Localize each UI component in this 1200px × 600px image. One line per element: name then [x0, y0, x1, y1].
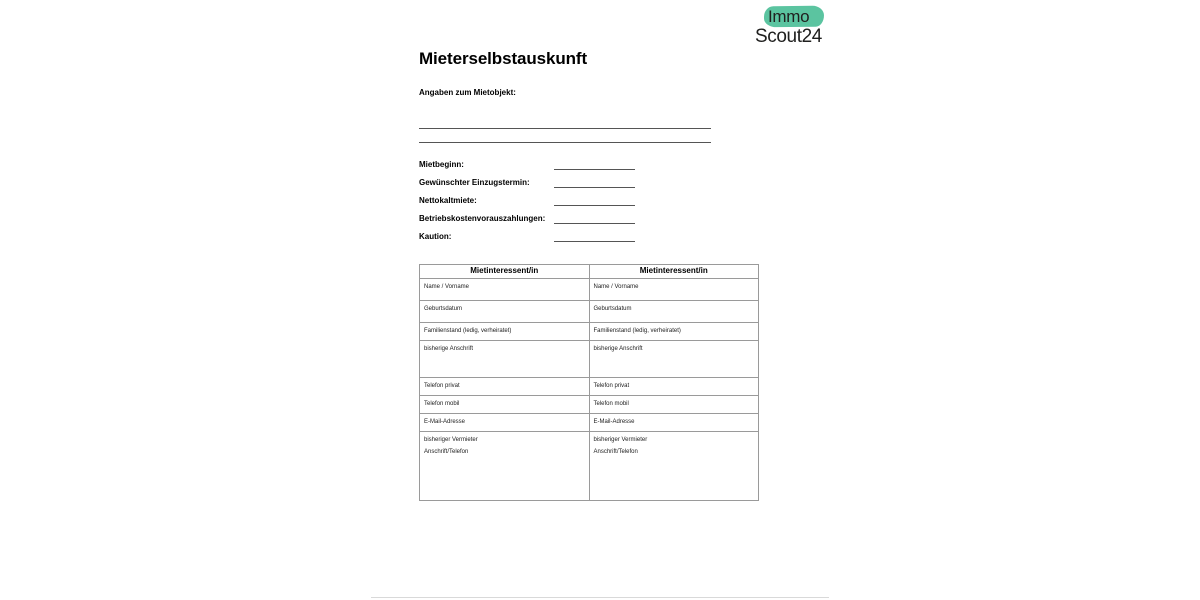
- table-header-row: [420, 265, 759, 279]
- cell-vermieter-2[interactable]: [589, 432, 759, 501]
- cell-email-2[interactable]: [589, 414, 759, 432]
- table-row: [420, 341, 759, 378]
- field-input-betriebskosten[interactable]: [554, 223, 635, 224]
- cell-email-1[interactable]: [420, 414, 590, 432]
- field-input-nettokaltmiete[interactable]: [554, 205, 635, 206]
- cell-label-familienstand-1: Familienstand (ledig, verheiratet): [424, 328, 512, 334]
- cell-familienstand-1[interactable]: [420, 323, 590, 341]
- cell-vermieter-1[interactable]: [420, 432, 590, 501]
- field-row-betriebskosten: [419, 214, 719, 232]
- cell-label-email-2: E-Mail-Adresse: [593, 419, 635, 425]
- cell-telefon-mobil-2[interactable]: [589, 396, 759, 414]
- logo-immo-text: Immo: [768, 7, 810, 26]
- section-heading-mietobjekt: Angaben zum Mietobjekt:: [419, 88, 516, 97]
- cell-telefon-privat-2[interactable]: [589, 378, 759, 396]
- field-input-einzugstermin[interactable]: [554, 187, 635, 188]
- cell-label-telefon-privat-2: Telefon privat: [593, 383, 630, 389]
- table-row: [420, 301, 759, 323]
- cell-label-vermieter-2: bisheriger Vermieter: [593, 437, 648, 443]
- table-row: [420, 432, 759, 501]
- footer-divider: [371, 597, 829, 598]
- field-row-kaution: [419, 232, 719, 250]
- field-label-mietbeginn: Mietbeginn:: [419, 160, 464, 169]
- immoscout24-logo: [755, 6, 827, 50]
- cell-label-telefon-privat-1: Telefon privat: [424, 383, 460, 389]
- cell-telefon-privat-1[interactable]: [420, 378, 590, 396]
- field-row-einzugstermin: [419, 178, 719, 196]
- cell-label-telefon-mobil-2: Telefon mobil: [593, 401, 629, 407]
- object-details-field-list: [419, 160, 719, 250]
- cell-familienstand-2[interactable]: [589, 323, 759, 341]
- field-label-einzugstermin: Gewünschter Einzugstermin:: [419, 178, 530, 187]
- table-row: [420, 279, 759, 301]
- field-input-mietbeginn[interactable]: [554, 169, 635, 170]
- page-title: Mieterselbstauskunft: [419, 49, 588, 68]
- field-label-kaution: Kaution:: [419, 232, 452, 241]
- field-label-betriebskosten: Betriebskostenvorauszahlungen:: [419, 214, 546, 223]
- field-row-nettokaltmiete: [419, 196, 719, 214]
- cell-label-anschrift-telefon-2: Anschrift/Telefon: [593, 449, 638, 455]
- cell-label-name-1: Name / Vorname: [424, 284, 470, 290]
- cell-label-geburtsdatum-1: Geburtsdatum: [424, 306, 463, 312]
- cell-label-telefon-mobil-1: Telefon mobil: [424, 401, 460, 407]
- cell-label-name-2: Name / Vorname: [593, 284, 639, 290]
- cell-label-anschrift-2: bisherige Anschrift: [593, 346, 643, 352]
- cell-label-anschrift-1: bisherige Anschrift: [424, 346, 474, 352]
- field-row-mietbeginn: [419, 160, 719, 178]
- field-label-nettokaltmiete: Nettokaltmiete:: [419, 196, 477, 205]
- table-row: [420, 414, 759, 432]
- table-row: [420, 378, 759, 396]
- field-input-kaution[interactable]: [554, 241, 635, 242]
- cell-label-anschrift-telefon-1: Anschrift/Telefon: [424, 449, 469, 455]
- cell-geburtsdatum-1[interactable]: [420, 301, 590, 323]
- cell-geburtsdatum-2[interactable]: [589, 301, 759, 323]
- cell-label-familienstand-2: Familienstand (ledig, verheiratet): [593, 328, 681, 334]
- cell-name-1[interactable]: [420, 279, 590, 301]
- table-row: [420, 323, 759, 341]
- cell-anschrift-1[interactable]: [420, 341, 590, 378]
- cell-label-email-1: E-Mail-Adresse: [424, 419, 466, 425]
- applicants-table: [419, 264, 759, 501]
- table-header-applicant-2: Mietinteressent/in: [589, 265, 759, 279]
- cell-telefon-mobil-1[interactable]: [420, 396, 590, 414]
- cell-label-geburtsdatum-2: Geburtsdatum: [593, 306, 632, 312]
- table-header-applicant-1: Mietinteressent/in: [420, 265, 590, 279]
- cell-anschrift-2[interactable]: [589, 341, 759, 378]
- cell-name-2[interactable]: [589, 279, 759, 301]
- cell-label-vermieter-1: bisheriger Vermieter: [424, 437, 478, 443]
- mietobjekt-blank-line-1[interactable]: [419, 128, 711, 129]
- logo-scout24-text: Scout24: [755, 26, 822, 47]
- mietobjekt-blank-line-2[interactable]: [419, 142, 711, 143]
- table-row: [420, 396, 759, 414]
